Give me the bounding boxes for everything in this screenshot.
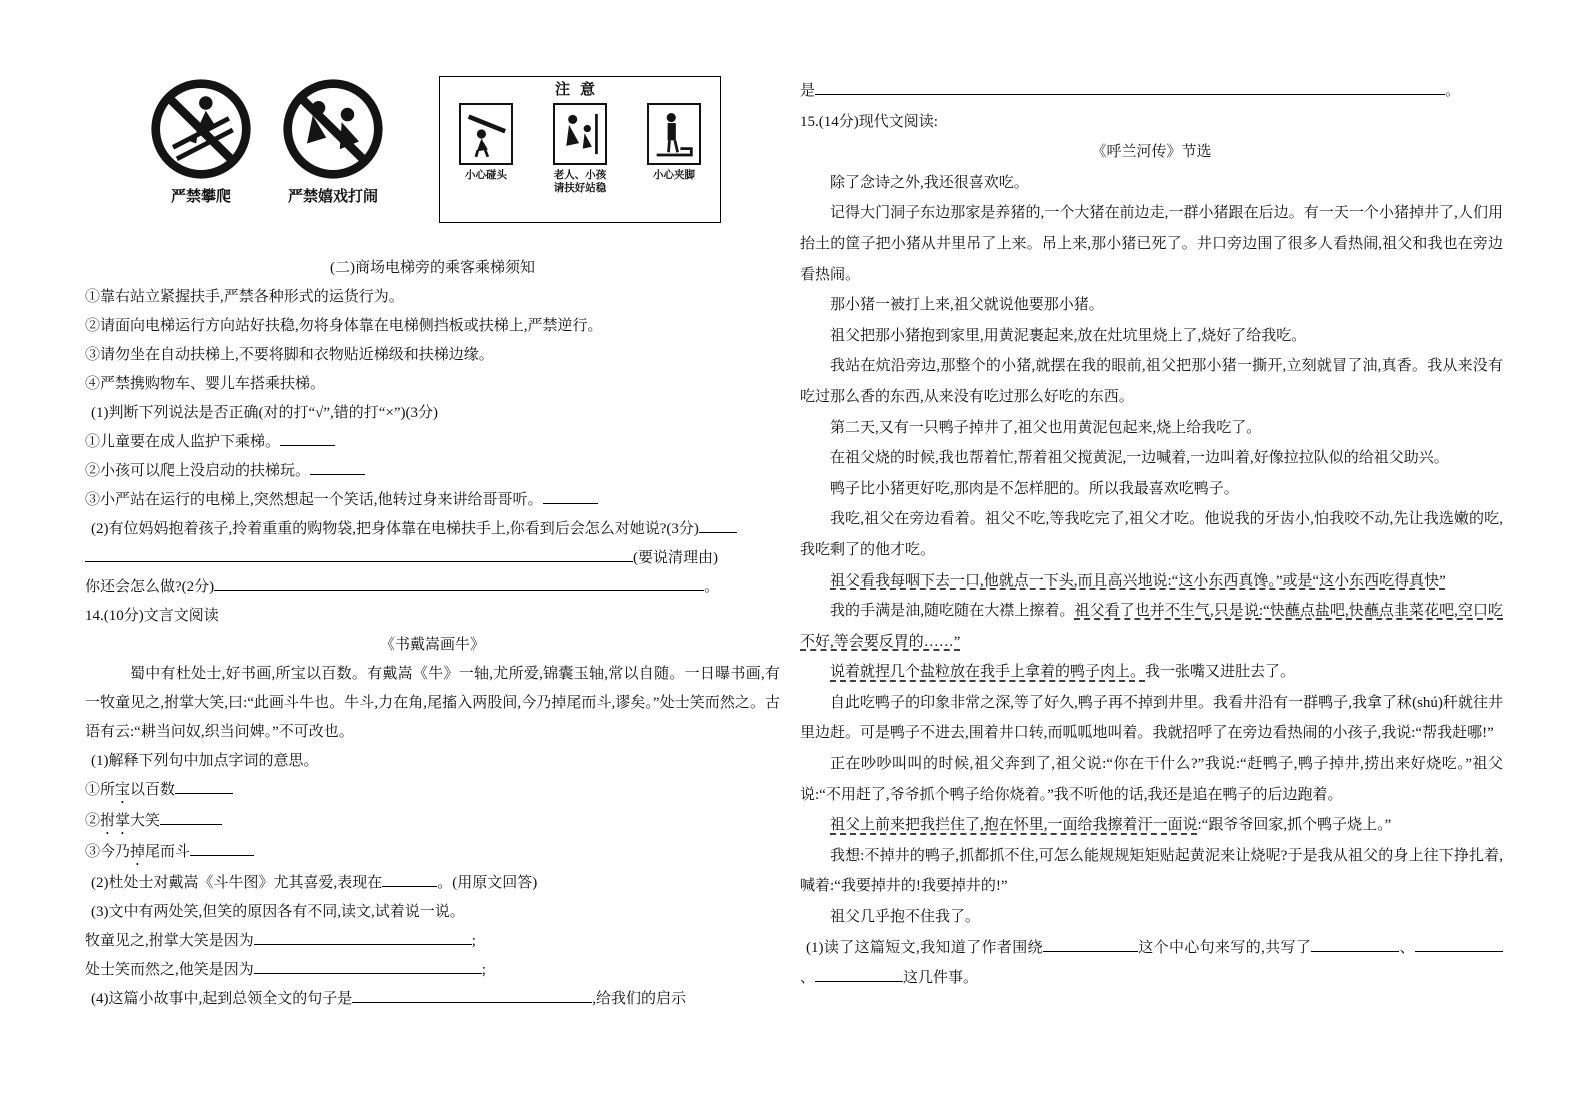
text-run: ②小孩可以爬上没启动的扶梯玩。 [85, 463, 311, 479]
text-run: 我一张嘴又进肚去了。 [1145, 664, 1296, 681]
answer-blank [310, 459, 365, 475]
text-run: (1)判断下列说法是否正确(对的打“√”,错的打“×”)(3分) [91, 405, 439, 421]
text-run: 那小猪一被打上来,祖父就说他要那小猪。 [830, 297, 1104, 314]
paragraph [85, 660, 780, 747]
text-run: 在祖父烧的时候,我也帮着忙,帮着祖父搅黄泥,一边喊着,一边叫着,好像拉拉队似的给祖父助兴。 [830, 450, 1449, 467]
text-run: 蜀中有杜处士,好书画,所宝以百数。有戴嵩《牛》一轴,尤所爱,锦囊玉轴,常以自随。一日曝书画,有一牧童见之,拊掌大笑,曰:“此画斗牛也。牛斗,力在角,尾搐入两股间,今乃掉尾而斗,谬矣。”处士笑而然之。古语有云:“耕当问奴,织当问婢。”不可改也。 [85, 666, 780, 740]
answer-blank [815, 966, 903, 982]
paragraph [800, 351, 1503, 412]
answer-blank [190, 840, 254, 856]
caution-cell-head [448, 103, 524, 195]
paragraph [85, 370, 780, 399]
caution-cell-feet [636, 103, 712, 195]
text-run: ④严禁携购物车、婴儿车搭乘扶梯。 [85, 376, 326, 392]
paragraph [85, 515, 780, 544]
paragraph [800, 841, 1503, 902]
text-run: 鸭子比小猪更好吃,那肉是不怎样肥的。所以我最喜欢吃鸭子。 [830, 480, 1239, 497]
paragraph [800, 76, 1503, 107]
text-run: 这几件事。 [903, 970, 979, 987]
text-run: 、 [800, 970, 816, 987]
paragraph [85, 254, 780, 283]
text-run: 处士笑而然之,他笑是因为 [85, 962, 254, 978]
paragraph [85, 573, 780, 602]
paragraph [800, 168, 1503, 199]
underlined-text: 祖父看我每咽下去一口,他就点一下头,而且高兴地说:“这小东西真馋。”或是“这小东西吃得真快” [830, 572, 1446, 589]
underlined-text: 祖父看了也并不生气,只是说:“快蘸点盐吧,快蘸点韭菜花吧,空口吃不好,等会要反胃的……” [800, 603, 1504, 650]
no-climbing-sign [145, 76, 257, 206]
sign-label: 严禁攀爬 [170, 189, 231, 205]
text-run: ,给我们的启示 [592, 991, 687, 1007]
paragraph [800, 413, 1503, 444]
answer-blank [175, 778, 233, 794]
text-run: 正在吵吵叫叫的时候,祖父奔到了,祖父说:“你在干什么?”我说:“赶鸭子,鸭子掉井,捞出来好烧吃。”祖父说:“不用赶了,爷爷抓个鸭子给你烧着。”我不听他的话,我还是追在鸭子的后边跑着。 [800, 756, 1503, 803]
answer-blank [1043, 935, 1138, 951]
no-climbing-icon [148, 76, 254, 182]
right-column-text [800, 76, 1503, 994]
text-run: (2)有位妈妈抱着孩子,拎着重重的购物袋,把身体靠在电梯扶手上,你看到后会怎么对她说?(3分) [91, 521, 699, 537]
text-run: 牧童见之,拊掌大笑是因为 [85, 933, 254, 949]
paragraph [800, 596, 1503, 657]
paragraph [85, 838, 780, 869]
paragraph [85, 341, 780, 370]
answer-blank [85, 546, 633, 562]
text-run: (二)商场电梯旁的乘客乘梯须知 [330, 260, 535, 276]
answer-blank [280, 430, 335, 446]
caution-cell-label: 小心夹脚 [653, 170, 695, 181]
text-run: (2)杜处士对戴嵩《斗牛图》尤其喜爱,表现在 [91, 875, 383, 891]
text-run: (4)这篇小故事中,起到总领全文的句子是 [91, 991, 353, 1007]
paragraph [800, 137, 1503, 168]
answer-blank [699, 517, 737, 533]
text-run: 。(用原文回答) [437, 875, 538, 891]
text-run: 尾而斗 [145, 844, 191, 860]
watch-your-feet-icon [647, 103, 701, 165]
text-run: 、 [1399, 939, 1415, 956]
text-run: 以百数 [130, 782, 176, 798]
paragraph [85, 776, 780, 807]
text-run: ②请面向电梯运行方向站好扶稳,勿将身体靠在电梯侧挡板或扶梯上,严禁逆行。 [85, 318, 603, 334]
text-run: ③今乃 [85, 844, 131, 860]
underlined-text: 祖父上前来把我拦住了,抱在怀里,一面给我擦着汗一面说 [830, 817, 1198, 834]
escalator-safety-figure [85, 76, 780, 228]
paragraph [85, 985, 780, 1014]
text-run: ①靠右站立紧握扶手,严禁各种形式的运货行为。 [85, 289, 404, 305]
paragraph [85, 544, 780, 573]
text-run: 。 [704, 579, 720, 595]
paragraph [85, 486, 780, 515]
sign-label: 严禁嬉戏打闹 [287, 189, 378, 205]
answer-blank [254, 929, 472, 945]
paragraph [85, 428, 780, 457]
text-run: 14.(10分)文言文阅读 [85, 608, 219, 624]
text-run: ; [481, 962, 486, 978]
paragraph [85, 927, 780, 956]
text-run: 除了念诗之外,我还很喜欢吃。 [830, 174, 1029, 191]
text-run: (3)文中有两处笑,但笑的原因各有不同,读文,试着说一说。 [91, 904, 465, 920]
left-column-text [85, 254, 780, 1014]
paragraph [800, 321, 1503, 352]
text-run: (1)解释下列句中加点字词的意思。 [91, 753, 319, 769]
text-run: 我站在炕沿旁边,那整个的小猪,就摆在我的眼前,祖父把那小猪一撕开,立刻就冒了油,真香。我从来没有吃过那么香的东西,从来没有吃过那么好吃的东西。 [800, 358, 1503, 405]
paragraph [800, 810, 1503, 841]
paragraph [85, 747, 780, 776]
paragraph [800, 933, 1503, 994]
paragraph [800, 504, 1503, 565]
paragraph [800, 566, 1503, 597]
paragraph [85, 631, 780, 660]
paragraph [85, 457, 780, 486]
answer-blank [815, 79, 1445, 95]
left-column [85, 76, 780, 1014]
text-run: 你还会怎么做?(2分) [85, 579, 215, 595]
emphasized-text: 掉 [130, 844, 146, 860]
paragraph [800, 749, 1503, 810]
emphasized-text: 宝 [115, 782, 131, 798]
paragraph [800, 107, 1503, 138]
paragraph [800, 198, 1503, 290]
answer-blank [352, 987, 592, 1003]
no-horseplay-sign [277, 76, 389, 206]
answer-blank [1415, 935, 1503, 951]
paragraph [85, 807, 780, 838]
text-run: (1)读了这篇短文,我知道了作者围绕 [806, 939, 1043, 956]
text-run: 我的手满是油,随吃随在大襟上擦着。 [830, 603, 1075, 620]
text-run: ② [85, 813, 101, 829]
text-run: ①儿童要在成人监护下乘梯。 [85, 434, 281, 450]
answer-blank [382, 871, 437, 887]
paragraph [85, 399, 780, 428]
answer-blank [254, 958, 482, 974]
text-run: 记得大门洞子东边那家是养猪的,一个大猪在前边走,一群小猪跟在后边。有一天一个小猪掉井了,人们用抬土的筐子把小猪从井里吊了上来。吊上来,那小猪已死了。井口旁边围了很多人看热闹,祖父和我也在旁边看热闹。 [800, 205, 1503, 283]
text-run: 大笑 [130, 813, 161, 829]
underlined-text: 说着就捏几个盐粒放在我手上拿着的鸭子肉上。 [830, 664, 1146, 681]
text-run: ③请勿坐在自动扶梯上,不要将脚和衣物贴近梯级和扶梯边缘。 [85, 347, 494, 363]
text-run: 15.(14分)现代文阅读: [800, 113, 938, 130]
text-run: ; [471, 933, 476, 949]
emphasized-text: 拊掌 [100, 813, 131, 829]
text-run: 祖父几乎抱不住我了。 [830, 909, 981, 926]
paragraph [85, 956, 780, 985]
caution-panel [439, 76, 721, 223]
paragraph [800, 443, 1503, 474]
paragraph [800, 902, 1503, 933]
paragraph [800, 290, 1503, 321]
text-run: :“跟爷爷回家,抓个鸭子烧上。” [1197, 817, 1392, 834]
caution-cell-elderly-child [542, 103, 618, 195]
caution-cells [448, 103, 712, 195]
elderly-child-icon [553, 103, 607, 165]
text-run: 第二天,又有一只鸭子掉井了,祖父也用黄泥包起来,烧上给我吃了。 [830, 419, 1262, 436]
text-run: ③小严站在运行的电梯上,突然想起一个笑话,他转过身来讲给哥哥听。 [85, 492, 543, 508]
paragraph [85, 898, 780, 927]
text-run: 祖父把那小猪抱到家里,用黄泥裹起来,放在灶坑里烧上了,烧好了给我吃。 [830, 327, 1307, 344]
text-run: 《书戴嵩画牛》 [379, 637, 485, 653]
caution-cell-label: 小心碰头 [465, 170, 507, 181]
text-run: 。 [1445, 83, 1461, 99]
text-run: 《呼兰河传》节选 [1091, 144, 1212, 161]
watch-your-head-icon [459, 103, 513, 165]
answer-blank [214, 575, 704, 591]
answer-blank [160, 809, 222, 825]
answer-blank [1311, 935, 1399, 951]
paragraph [800, 657, 1503, 688]
paragraph [85, 869, 780, 898]
text-run: (要说清理由) [633, 550, 718, 566]
paragraph [800, 474, 1503, 505]
text-run: 这个中心句来写的,共写了 [1137, 939, 1312, 956]
paragraph [85, 312, 780, 341]
right-column [800, 76, 1503, 994]
text-run: 自此吃鸭子的印象非常之深,等了好久,鸭子再不掉到井里。我看井沿有一群鸭子,我拿了秫(shú)秆就往井里边赶。可是鸭子不进去,围着井口转,而呱呱地叫着。我就招呼了在旁边看热闹的小孩子,我说:“帮我赶哪!” [800, 694, 1503, 742]
paragraph [85, 602, 780, 631]
text-run: 我想:不掉井的鸭子,抓都抓不住,可怎么能规规矩矩贴起黄泥来让烧呢?于是我从祖父的身上往下挣扎着,喊着:“我要掉井的!我要掉井的!” [800, 847, 1503, 895]
caution-title: 注意 [554, 82, 605, 98]
text-run: 我吃,祖父在旁边看着。祖父不吃,等我吃完了,祖父才吃。他说我的牙齿小,怕我咬不动,先让我选嫩的吃,我吃剩了的他才吃。 [800, 511, 1503, 558]
caution-cell-label: 老人、小孩 请扶好站稳 [553, 170, 607, 194]
text-run: ①所 [85, 782, 116, 798]
paragraph [85, 283, 780, 312]
paragraph [800, 688, 1503, 749]
answer-blank [543, 488, 598, 504]
no-horseplay-icon [280, 76, 386, 182]
text-run: 是 [800, 83, 816, 99]
